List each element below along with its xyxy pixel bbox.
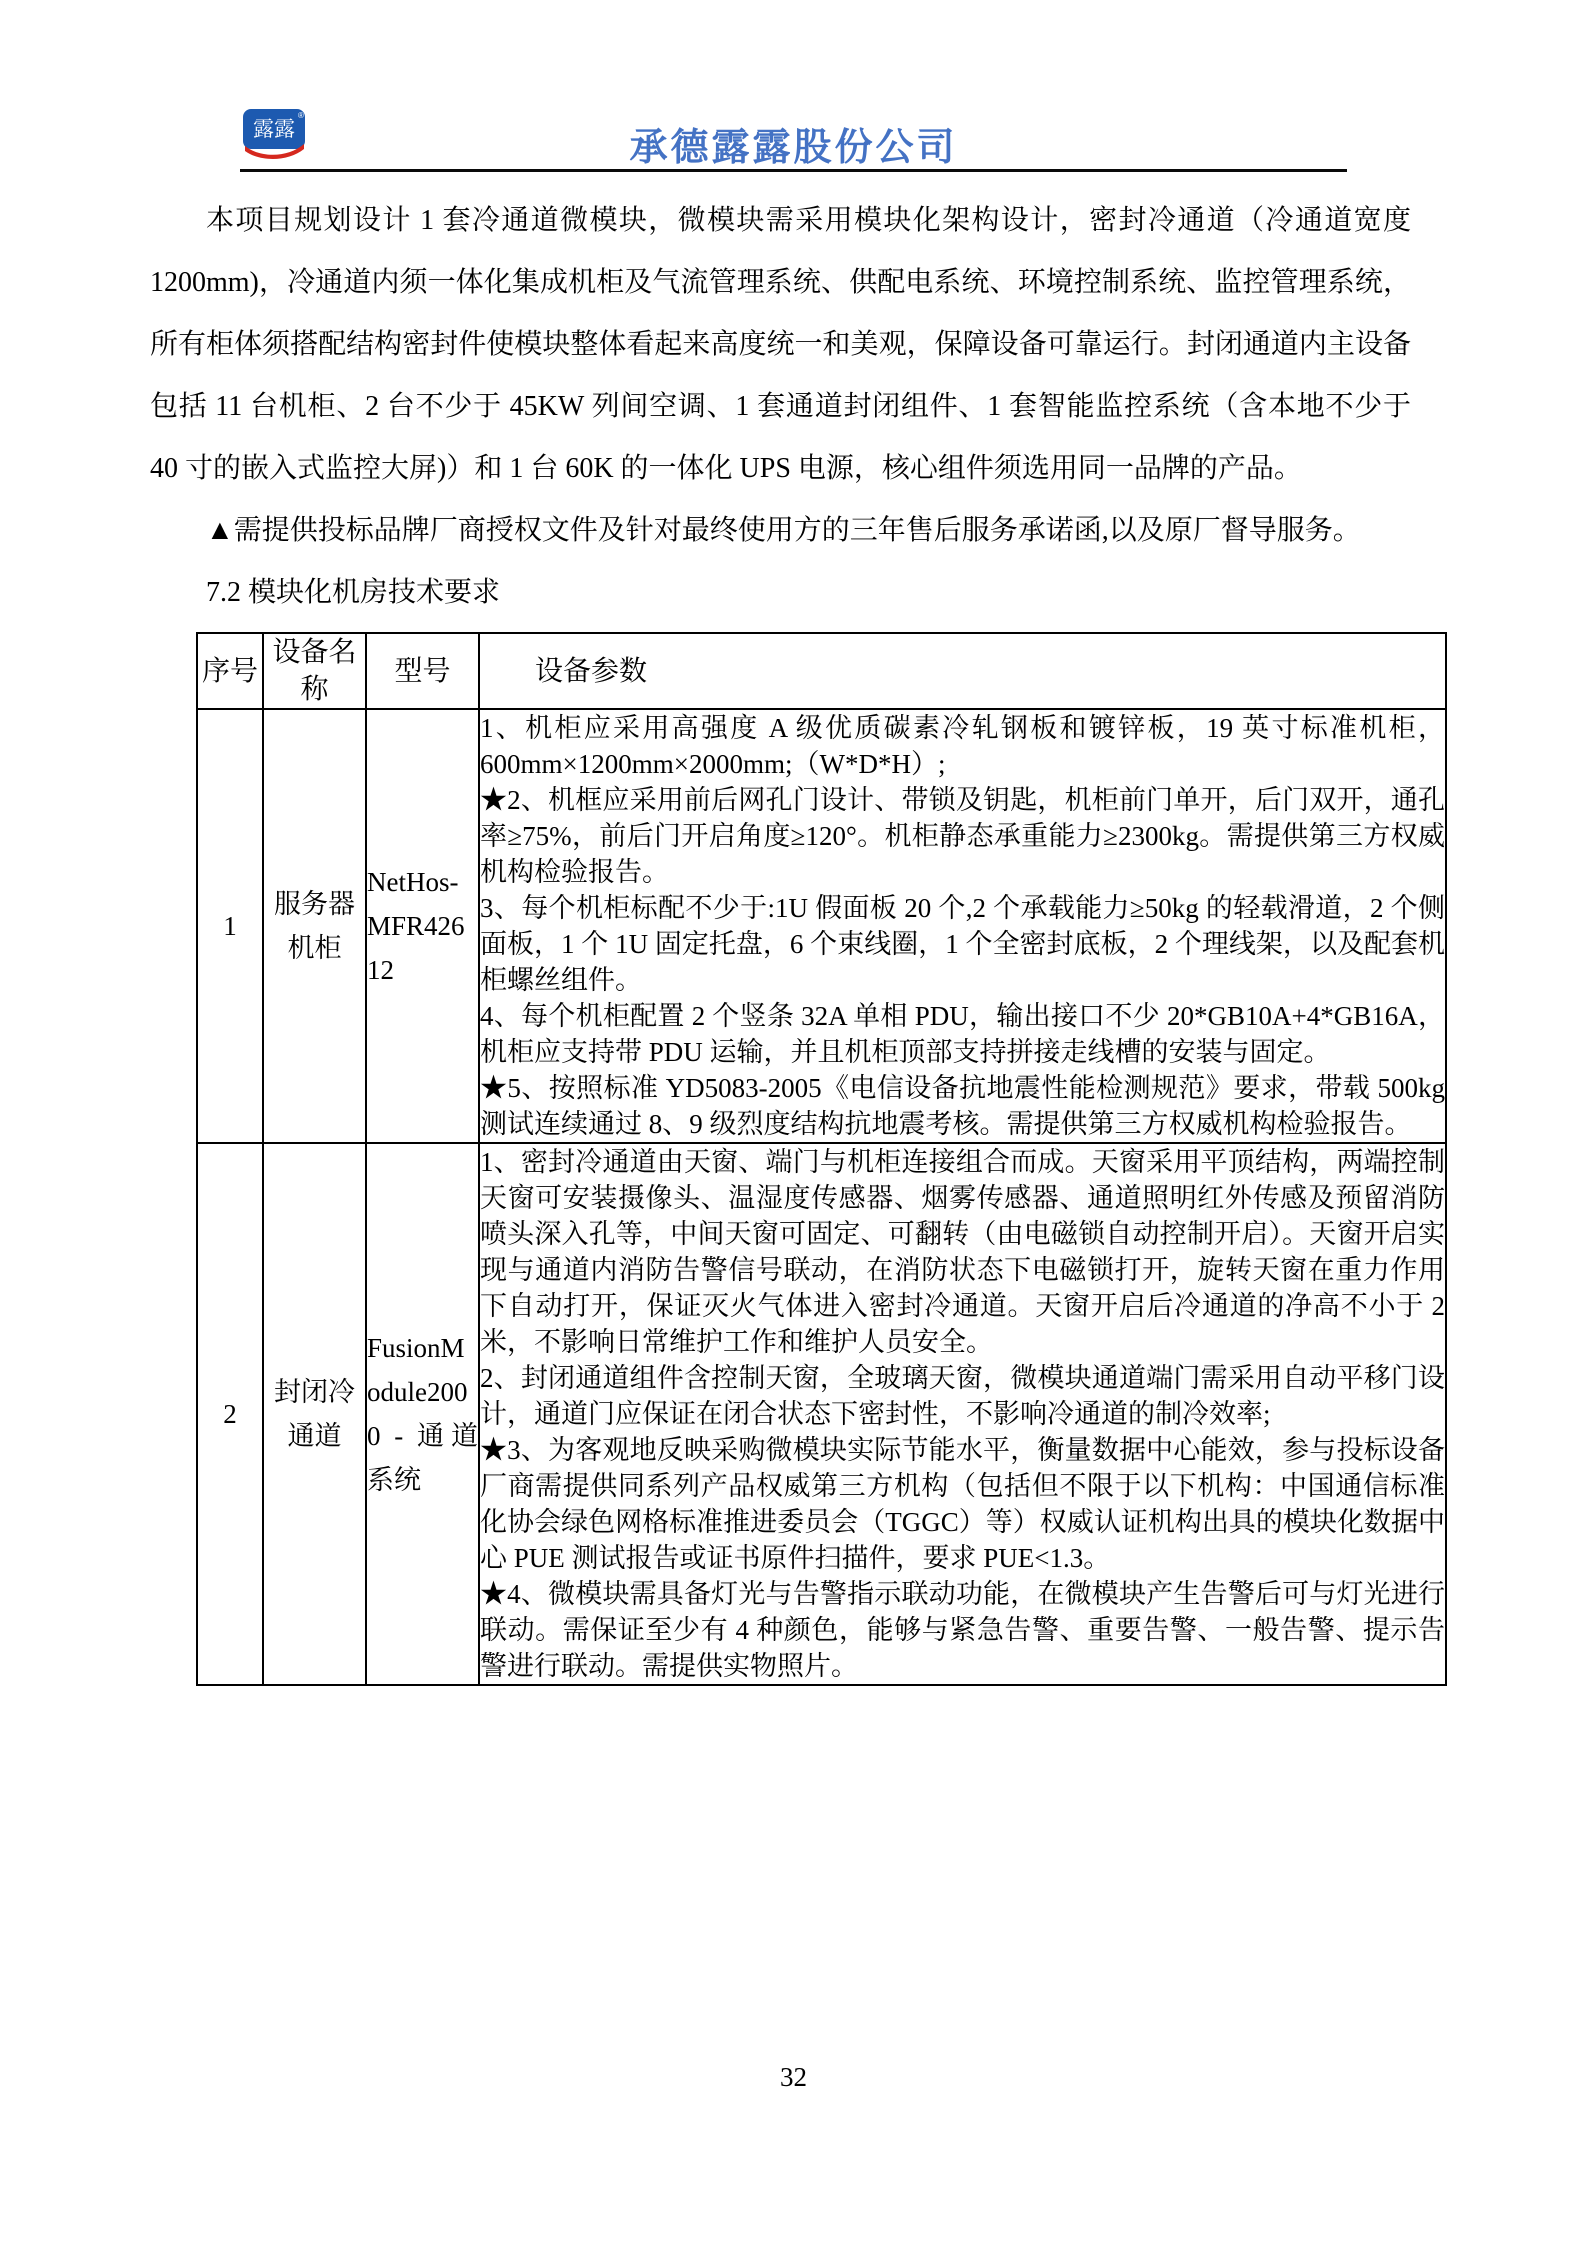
device-model: FusionModule2000 - 通道系统 xyxy=(366,1143,479,1685)
header-cell-model: 型号 xyxy=(366,633,479,709)
table-header-row xyxy=(197,633,1446,709)
param-item: 4、每个机柜配置 2 个竖条 32A 单相 PDU，输出接口不少 20*GB10A+4*GB16A，机柜应支持带 PDU 运输，并且机柜顶部支持拼接走线槽的安装与固定。 xyxy=(480,1001,1445,1067)
param-item: ★3、为客观地反映采购微模块实际节能水平，衡量数据中心能效，参与投标设备厂商需提供同系列产品权威第三方机构（包括但不限于以下机构：中国通信标准化协会绿色网格标准推进委员会（TGGC）等）权威认证机构出具的模块化数据中心 PUE 测试报告或证书原件扫描件，要求 PUE<1.3。 xyxy=(480,1435,1445,1573)
equipment-spec-table xyxy=(196,632,1447,1686)
table-row-cold-aisle xyxy=(197,1143,1446,1685)
param-item: 1、机柜应采用高强度 A 级优质碳素冷轧钢板和镀锌板，19 英寸标准机柜，600mm×1200mm×2000mm;（W*D*H）; xyxy=(480,713,1445,779)
row-index: 2 xyxy=(197,1143,263,1685)
paragraph-project-overview: 本项目规划设计 1 套冷通道微模块，微模块需采用模块化架构设计，密封冷通道（冷通道宽度 1200mm)，冷通道内须一体化集成机柜及气流管理系统、供配电系统、环境控制系统、监控管理系统，所有柜体须搭配结构密封件使模块整体看起来高度统一和美观，保障设备可靠运行。封闭通道内主设备包括 11 台机柜、2 台不少于 45KW 列间空调、1 套通道封闭组件、1 套智能监控系统（含本地不少于 40 寸的嵌入式监控大屏)）和 1 台 60K 的一体化 UPS 电源，核心组件须选用同一品牌的产品。 xyxy=(150,205,1411,484)
param-item: 1、密封冷通道由天窗、端门与机柜连接组合而成。天窗采用平顶结构，两端控制天窗可安装摄像头、温湿度传感器、烟雾传感器、通道照明红外传感及预留消防喷头深入孔等，中间天窗可固定、可翻转（由电磁锁自动控制开启）。天窗开启实现与通道内消防告警信号联动，在消防状态下电磁锁打开，旋转天窗在重力作用下自动打开，保证灭火气体进入密封冷通道。天窗开启后冷通道的净高不小于 2 米，不影响日常维护工作和维护人员安全。 xyxy=(480,1147,1445,1357)
param-item: 3、每个机柜标配不少于:1U 假面板 20 个,2 个承载能力≥50kg 的轻载滑道，2 个侧面板，1 个 1U 固定托盘，6 个束线圈，1 个全密封底板，2 个理线架，以及配套机柜螺丝组件。 xyxy=(480,893,1445,995)
section-heading-7-2: 7.2 模块化机房技术要求 xyxy=(206,577,501,608)
param-item: ★2、机框应采用前后网孔门设计、带锁及钥匙，机柜前门单开，后门双开，通孔率≥75%，前后门开启角度≥120°。机柜静态承重能力≥2300kg。需提供第三方权威机构检验报告。 xyxy=(480,785,1445,887)
header-cell-index: 序号 xyxy=(197,633,263,709)
device-parameters xyxy=(479,1143,1446,1685)
header-cell-parameters: 设备参数 xyxy=(479,633,1446,709)
param-item: ★5、按照标准 YD5083-2005《电信设备抗地震性能检测规范》要求，带载 500kg 测试连续通过 8、9 级烈度结构抗地震考核。需提供第三方权威机构检验报告。 xyxy=(480,1073,1445,1139)
paragraph-warranty-requirement: ▲需提供投标品牌厂商授权文件及针对最终使用方的三年售后服务承诺函,以及原厂督导服务。 xyxy=(206,515,1361,546)
device-model: NetHos-MFR42612 xyxy=(366,709,479,1143)
param-item: 2、封闭通道组件含控制天窗，全玻璃天窗，微模块通道端门需采用自动平移门设计，通道门应保证在闭合状态下密封性，不影响冷通道的制冷效率; xyxy=(480,1363,1445,1429)
table-row-server-cabinet xyxy=(197,709,1446,1143)
svg-text:®: ® xyxy=(298,111,304,120)
page-number: 32 xyxy=(780,2062,807,2092)
svg-text:露露: 露露 xyxy=(253,117,295,141)
device-parameters xyxy=(479,709,1446,1143)
header-cell-device-name: 设备名称 xyxy=(263,633,366,709)
device-name: 服务器机柜 xyxy=(263,709,366,1143)
device-name: 封闭冷通道 xyxy=(263,1143,366,1685)
company-name: 承德露露股份公司 xyxy=(629,127,958,169)
header-divider xyxy=(240,169,1347,172)
param-item: ★4、微模块需具备灯光与告警指示联动功能，在微模块产生告警后可与灯光进行联动。需保证至少有 4 种颜色，能够与紧急告警、重要告警、一般告警、提示告警进行联动。需提供实物照片。 xyxy=(480,1579,1445,1681)
document-content xyxy=(150,190,1445,1686)
row-index: 1 xyxy=(197,709,263,1143)
